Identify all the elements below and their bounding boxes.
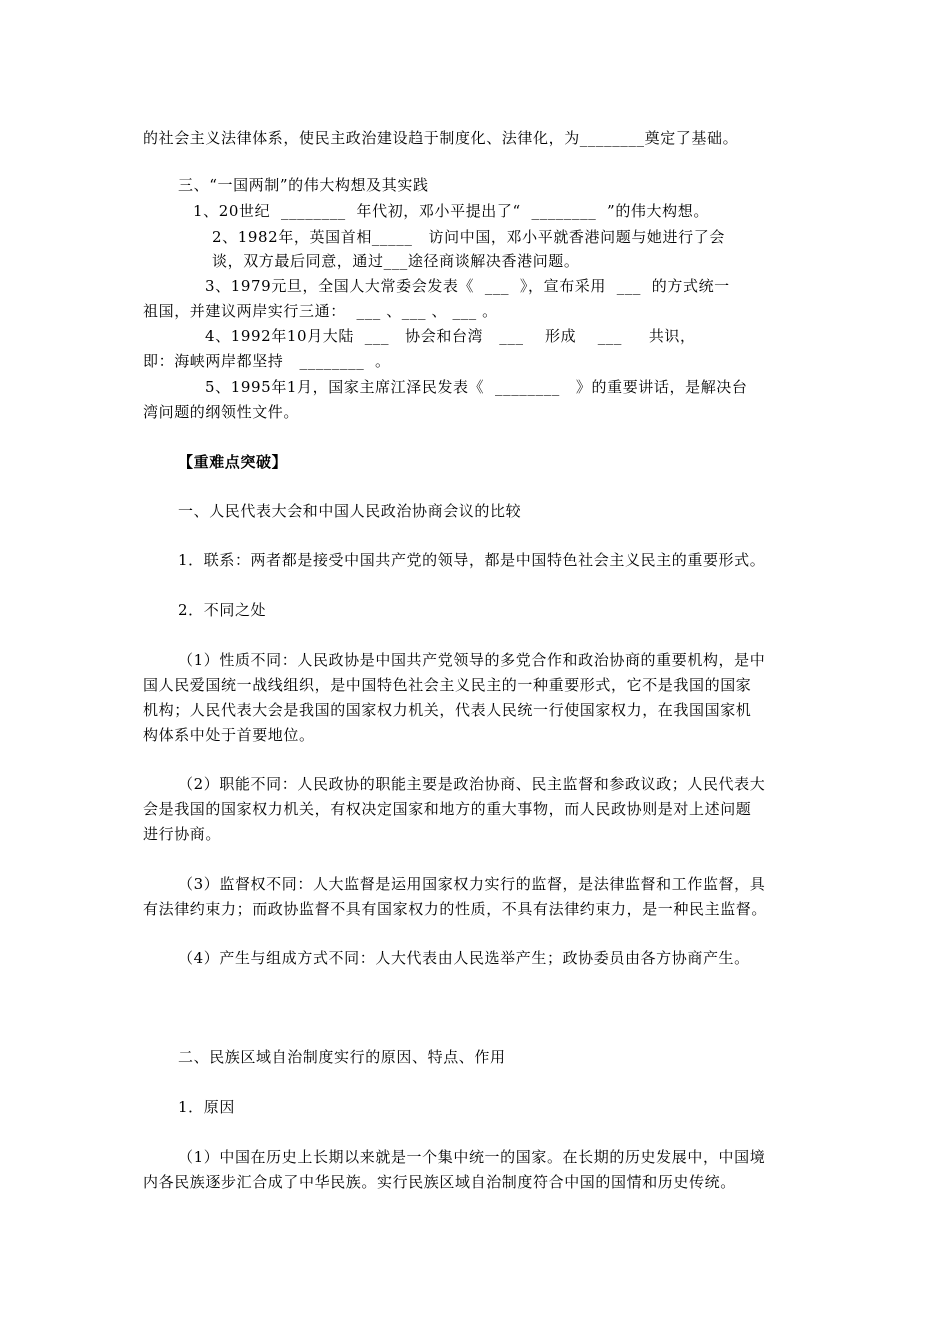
section-heading: 二、民族区域自治制度实行的原因、特点、作用 (178, 1048, 506, 1066)
text-line: 会是我国的国家权力机关，有权决定国家和地方的重大事物，而人民政协则是对上述问题 (143, 800, 752, 818)
text-line: 湾问题的纲领性文件。 (143, 403, 300, 421)
text-line: 进行协商。 (143, 825, 222, 843)
text-line: （4）产生与组成方式不同：人大代表由人民选举产生；政协委员由各方协商产生。 (178, 949, 750, 967)
text-line: 国人民爱国统一战线组织，是中国特色社会主义民主的一种重要形式，它不是我国的国家 (143, 676, 752, 694)
text-line: 1．联系：两者都是接受中国共产党的领导，都是中国特色社会主义民主的重要形式。 (178, 551, 766, 569)
text-line: （3）监督权不同：人大监督是运用国家权力实行的监督，是法律监督和工作监督，具 (178, 875, 766, 893)
section-heading: 一、人民代表大会和中国人民政治协商会议的比较 (178, 502, 522, 520)
fill-blank-question: 3、1979元旦，全国人大常委会发表《 ___ 》，宣布采用 ___ 的方式统一 (205, 277, 730, 295)
text-line: 构体系中处于首要地位。 (143, 726, 315, 744)
fill-blank-question: 4、1992年10月大陆 ___ 协会和台湾 ___ 形成 ___ 共识， (205, 327, 696, 345)
text-line: 的社会主义法律体系，使民主政治建设趋于制度化、法律化，为________奠定了基础。 (143, 129, 739, 147)
key-points-heading: 【重难点突破】 (178, 453, 288, 471)
text-line: 祖国，并建议两岸实行三通： ___ 、___ 、 ___ 。 (143, 302, 498, 320)
fill-blank-question: 2、1982年，英国首相_____ 访问中国，邓小平就香港问题与她进行了会 (212, 228, 725, 246)
subheading: 1．原因 (178, 1098, 235, 1116)
text-line: （1）中国在历史上长期以来就是一个集中统一的国家。在长期的历史发展中，中国境 (178, 1148, 766, 1166)
fill-blank-question: 1、20世纪 ________ 年代初，邓小平提出了“ ________ ”的伟大构想。 (193, 202, 709, 220)
text-line: 即：海峡两岸都坚持 ________ 。 (143, 352, 391, 370)
fill-blank-question: 5、1995年1月，国家主席江泽民发表《 ________ 》的重要讲话，是解决台 (205, 378, 748, 396)
text-line: 谈，双方最后同意，通过___途径商谈解决香港问题。 (212, 252, 580, 270)
text-line: 内各民族逐步汇合成了中华民族。实行民族区域自治制度符合中国的国情和历史传统。 (143, 1173, 736, 1191)
text-line: 机构；人民代表大会是我国的国家权力机关，代表人民统一行使国家权力，在我国国家机 (143, 701, 752, 719)
text-line: （2）职能不同：人民政协的职能主要是政治协商、民主监督和参政议政；人民代表大 (178, 775, 766, 793)
subheading: 2．不同之处 (178, 601, 267, 619)
text-line: 有法律约束力；而政协监督不具有国家权力的性质，不具有法律约束力，是一种民主监督。 (143, 900, 768, 918)
text-line: （1）性质不同：人民政协是中国共产党领导的多党合作和政治协商的重要机构，是中 (178, 651, 766, 669)
section-heading: 三、“一国两制”的伟大构想及其实践 (178, 176, 429, 194)
